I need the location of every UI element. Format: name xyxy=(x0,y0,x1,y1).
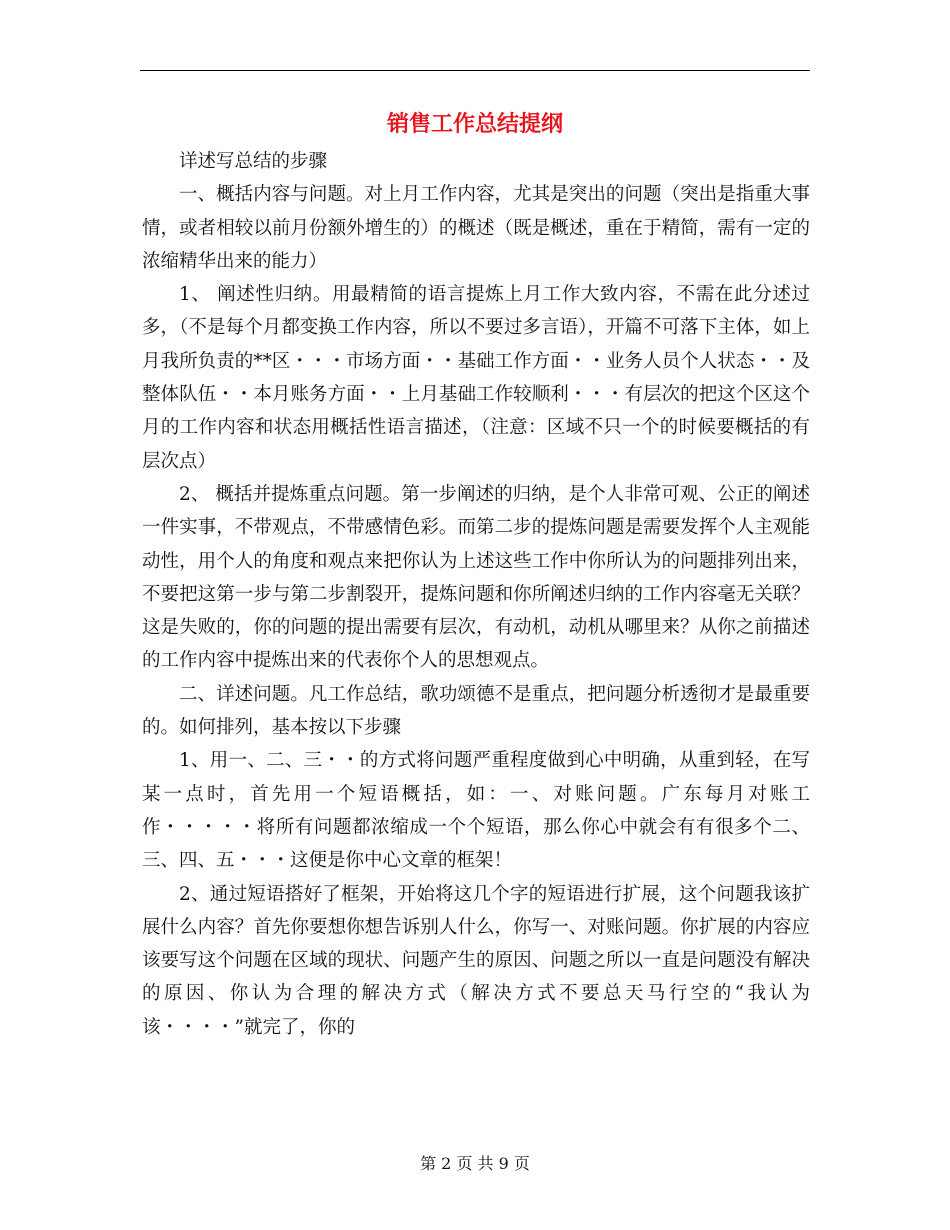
paragraph-section-one: 一、概括内容与问题。对上月工作内容，尤其是突出的问题（突出是指重大事情，或者相较以前月份额外增生的）的概述（既是概述，重在于精简，需有一定的浓缩精华出来的能力） xyxy=(142,184,810,272)
paragraph-section-two: 二、详述问题。凡工作总结，歌功颂德不是重点，把问题分析透彻才是最重要的。如何排列，基本按以下步骤 xyxy=(142,683,810,739)
header-rule xyxy=(140,70,810,71)
paragraph-item-2-expand: 2、通过短语搭好了框架，开始将这几个字的短语进行扩展，这个问题我该扩展什么内容？首先你要想你想告诉别人什么，你写一、对账问题。你扩展的内容应该要写这个问题在区域的现状、问题产生的原因、问题之所以一直是问题没有解决的原因、你认为合理的解决方式（解决方式不要总天马行空的“我认为该・・・・”就完了，你的 xyxy=(142,883,810,1038)
paragraph-item-1-summary: 1、 阐述性归纳。用最精简的语言提炼上月工作大致内容，不需在此分述过多，（不是每个月都变换工作内容，所以不要过多言语），开篇不可落下主体，如上月我所负责的**区・・・市场方面・・基础工作方面・・业务人员个人状态・・及整体队伍・・本月账务方面・・上月基础工作较顺利・・・有层次的把这个区这个月的工作内容和状态用概括性语言描述，（注意：区域不只一个的时候要概括的有层次点） xyxy=(142,284,810,472)
paragraph-item-1-ordering: 1、用一、二、三・・的方式将问题严重程度做到心中明确，从重到轻，在写某一点时，首先用一个短语概括，如：一、对账问题。广东每月对账工作・・・・・将所有问题都浓缩成一个个短语，那么你心中就会有有很多个二、三、四、五・・・这便是你中心文章的框架！ xyxy=(142,750,810,872)
paragraph-item-2-key-issues: 2、 概括并提炼重点问题。第一步阐述的归纳，是个人非常可观、公正的阐述一件实事，不带观点，不带感情色彩。而第二步的提炼问题是需要发挥个人主观能动性，用个人的角度和观点来把你认为上述这些工作中你所认为的问题排列出来，不要把这第一步与第二步割裂开，提炼问题和你所阐述归纳的工作内容毫无关联？这是失败的，你的问题的提出需要有层次，有动机，动机从哪里来？从你之前描述的工作内容中提炼出来的代表你个人的思想观点。 xyxy=(142,483,810,672)
document-body xyxy=(142,145,810,1044)
paragraph-steps-heading: 详述写总结的步骤 xyxy=(179,151,328,172)
document-title: 销售工作总结提纲 xyxy=(386,112,563,137)
page-number-footer: 第 2 页 共 9 页 xyxy=(420,1154,530,1173)
